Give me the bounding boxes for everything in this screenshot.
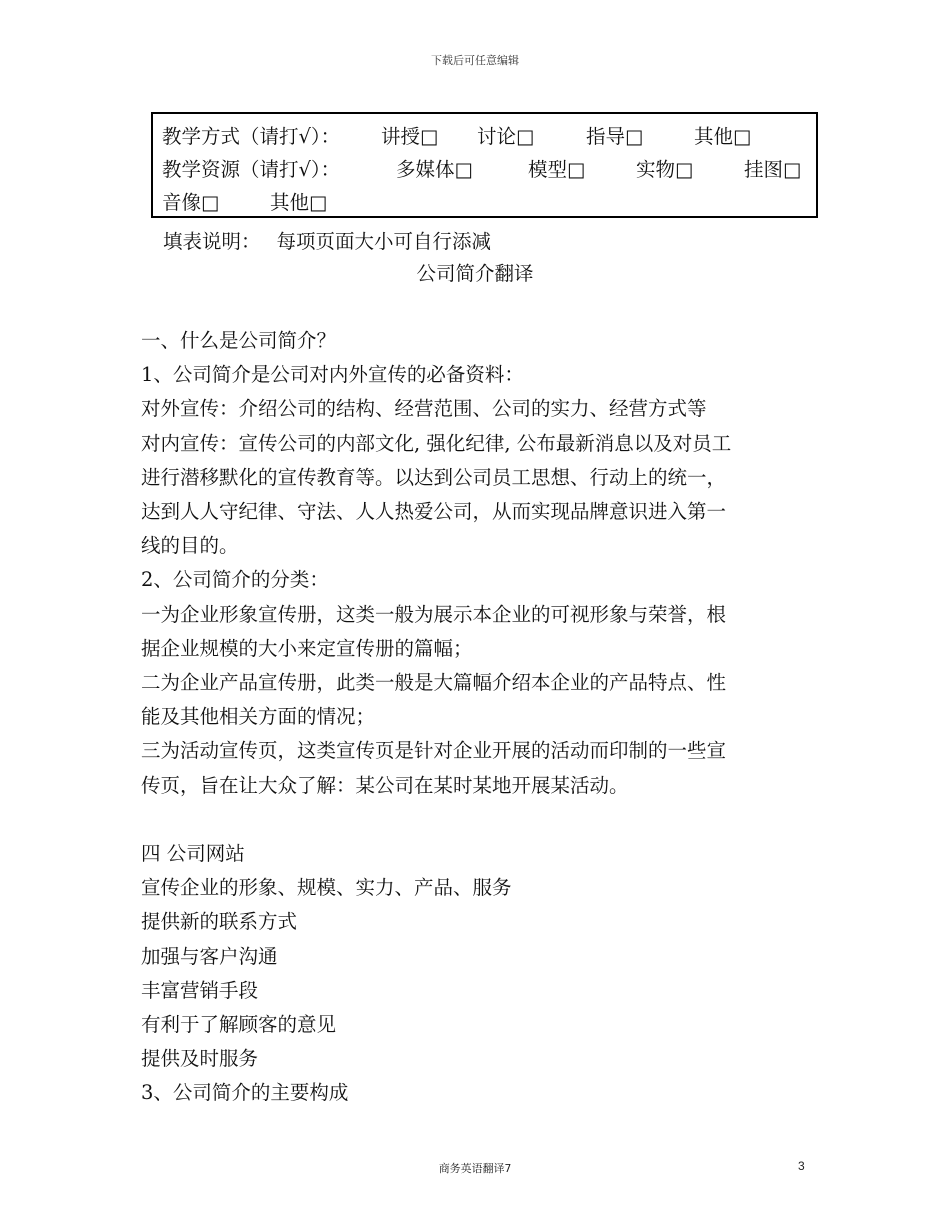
body-line: 加强与客户沟通 xyxy=(141,944,278,968)
body-line: 丰富营销手段 xyxy=(141,978,259,1002)
teaching-resource-row xyxy=(162,153,816,186)
body-line: 对外宣传：介绍公司的结构、经营范围、公司的实力、经营方式等 xyxy=(141,397,707,421)
body-line: 1、公司简介是公司对内外宣传的必备资料： xyxy=(141,363,524,387)
resource-option-wallchart: 挂图□ xyxy=(744,158,802,181)
body-line: 3、公司简介的主要构成 xyxy=(141,1081,349,1105)
page-number: 3 xyxy=(798,1159,805,1173)
resource-option-audiovisual: 音像□ xyxy=(162,191,220,214)
body-line: 对内宣传：宣传公司的内部文化, 强化纪律, 公布最新消息以及对员工 xyxy=(141,431,732,455)
body-line: 提供及时服务 xyxy=(141,1047,259,1071)
body-line: 二为企业产品宣传册，此类一般是大篇幅介绍本企业的产品特点、性 xyxy=(141,671,727,694)
body-line: 有利于了解顾客的意见 xyxy=(141,1013,337,1036)
fill-instruction-text: 每项页面大小可自行添减 xyxy=(276,230,492,253)
body-line: 进行潜移默化的宣传教育等。以达到公司员工思想、行动上的统一， xyxy=(141,465,727,489)
footer-title: 商务英语翻译7 xyxy=(438,1162,512,1175)
body-line: 提供新的联系方式 xyxy=(141,910,298,934)
method-option-discussion: 讨论□ xyxy=(477,125,535,148)
body-line: 线的目的。 xyxy=(141,534,239,558)
page-header: 下载后可任意编辑 xyxy=(431,54,519,67)
teaching-resource-row-2 xyxy=(162,186,816,219)
method-option-lecture: 讲授□ xyxy=(381,125,439,148)
body-line: 三为活动宣传页，这类宣传页是针对企业开展的活动而印制的一些宣 xyxy=(141,739,727,763)
resource-option-object: 实物□ xyxy=(636,158,694,181)
body-line: 达到人人守纪律、守法、人人热爱公司，从而实现品牌意识进入第一 xyxy=(141,500,727,523)
teaching-method-row xyxy=(162,120,816,153)
body-line: 一为企业形象宣传册，这类一般为展示本企业的可视形象与荣誉，根 xyxy=(141,602,727,626)
teaching-method-label: 教学方式（请打√）： xyxy=(162,125,341,148)
teaching-info-box xyxy=(151,112,818,218)
body-line: 据企业规模的大小来定宣传册的篇幅； xyxy=(141,636,473,660)
body-line: 一、什么是公司简介？ xyxy=(141,329,337,352)
body-line: 四 公司网站 xyxy=(141,842,245,865)
teaching-resource-label: 教学资源（请打√）： xyxy=(162,158,341,181)
body-line: 传页，旨在让大众了解：某公司在某时某地开展某活动。 xyxy=(141,773,629,797)
resource-option-model: 模型□ xyxy=(528,158,586,181)
method-option-guidance: 指导□ xyxy=(586,125,644,148)
document-title: 公司简介翻译 xyxy=(416,262,534,285)
body-line: 能及其他相关方面的情况； xyxy=(141,705,376,729)
body-line: 2、公司简介的分类： xyxy=(141,568,329,592)
fill-instruction-label: 填表说明： xyxy=(163,230,261,253)
fill-instruction xyxy=(163,227,491,257)
resource-option-other: 其他□ xyxy=(270,191,328,214)
body-line: 宣传企业的形象、规模、实力、产品、服务 xyxy=(141,876,512,900)
method-option-other: 其他□ xyxy=(694,125,752,148)
resource-option-multimedia: 多媒体□ xyxy=(396,158,473,181)
